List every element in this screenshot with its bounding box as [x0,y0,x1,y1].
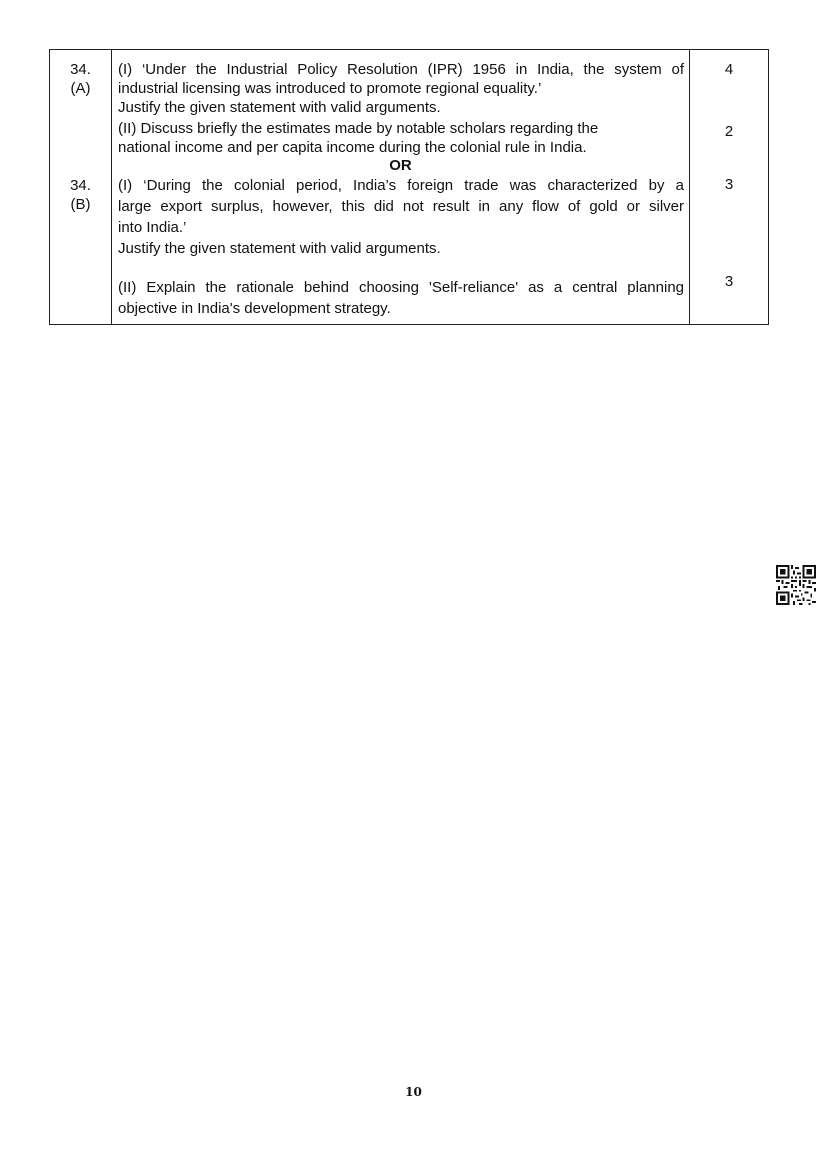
part-a-sub2-text [118,119,684,157]
part-b-sub2-line1: (II) Explain the rationale behind choosing 'Self-reliance' as a central planning [118,279,684,296]
question-number: 34. [70,177,91,194]
qr-code [776,565,816,605]
part-b-sub2-line2: objective in India's development strategy. [118,300,391,317]
part-label-b: (B) [70,196,91,213]
part-b-sub2-text [118,277,684,319]
page-number: 10 [405,1085,422,1099]
part-b-sub1-line4: Justify the given statement with valid arguments. [118,240,441,257]
marks-b-sub2: 3 [724,273,734,290]
part-a-sub2-line1: (II) Discuss briefly the estimates made by notable scholars regarding the [118,120,599,137]
marks-a-sub1: 4 [724,61,734,78]
question-number-b [50,176,111,214]
part-b-sub1-line2: large export surplus, however, this did not result in any flow of gold or silver [118,198,684,215]
part-a-sub2-line2: national income and per capita income during the colonial rule in India. [118,139,587,156]
question-number: 34. [70,61,91,78]
part-a-sub1-line3: Justify the given statement with valid arguments. [118,99,441,116]
part-b-sub1-line1: (I) ‘During the colonial period, India’s foreign trade was characterized by a [118,177,684,194]
part-a-sub1-line1: (I) ‘Under the Industrial Policy Resolution (IPR) 1956 in India, the system of [118,61,684,78]
column-divider [111,50,112,324]
part-b-sub1-line3: into India.’ [118,219,187,236]
part-b-sub1-text [118,175,684,259]
part-a-sub1-line2: industrial licensing was introduced to promote regional equality.’ [118,80,542,97]
part-a-sub1-text [118,60,684,117]
marks-a-sub2: 2 [724,123,734,140]
question-number-a [50,60,111,98]
or-separator: OR [389,157,412,174]
question-table [49,49,769,325]
part-label-a: (A) [70,80,91,97]
marks-b-sub1: 3 [724,176,734,193]
